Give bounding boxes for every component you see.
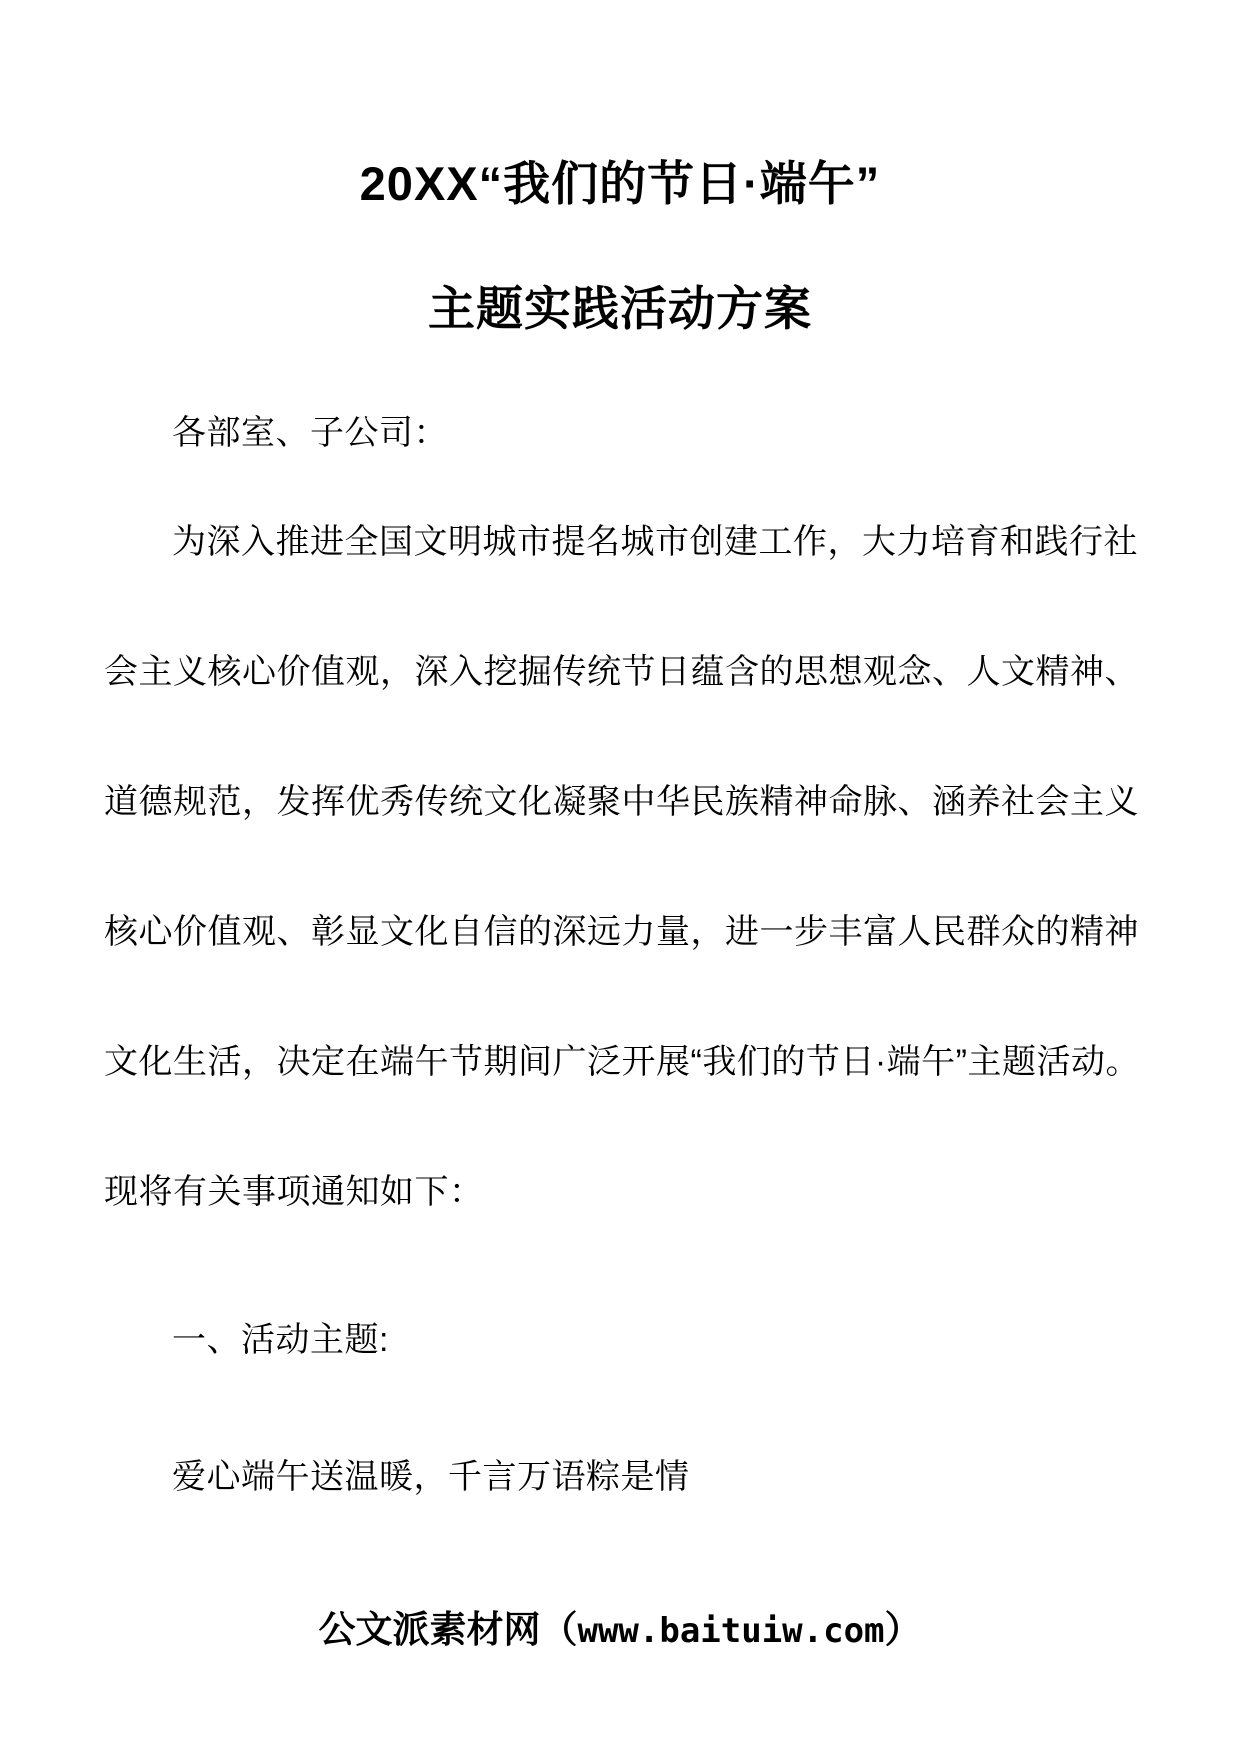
salutation-line: 各部室、子公司： [172, 414, 448, 452]
footer-site-url: www.baituiw.com [577, 1611, 885, 1651]
section-heading-activity-theme: 一、活动主题: [172, 1321, 389, 1359]
document-title-line-1: 20XX“我们的节日·端午” [359, 157, 881, 210]
footer-closing-paren: ） [884, 1610, 922, 1651]
body-line: 核心价值观、彰显文化自信的深远力量，进一步丰富人民群众的精神 [104, 913, 1139, 951]
activity-theme-slogan: 爱心端午送温暖，千言万语粽是情 [172, 1458, 690, 1496]
body-line: 文化生活，决定在端午节期间广泛开展“我们的节日·端午”主题活动。 [104, 1043, 1140, 1081]
footer-watermark [0, 1612, 1240, 1649]
body-line: 道德规范，发挥优秀传统文化凝聚中华民族精神命脉、涵养社会主义 [104, 783, 1139, 821]
footer-site-name: 公文派素材网（ [318, 1610, 578, 1651]
document-title-line-2: 主题实践活动方案 [428, 282, 812, 335]
body-line: 现将有关事项通知如下： [104, 1173, 484, 1211]
body-line: 为深入推进全国文明城市提名城市创建工作，大力培育和践行社 [172, 523, 1138, 561]
body-line: 会主义核心价值观，深入挖掘传统节日蕴含的思想观念、人文精神、 [104, 653, 1139, 691]
